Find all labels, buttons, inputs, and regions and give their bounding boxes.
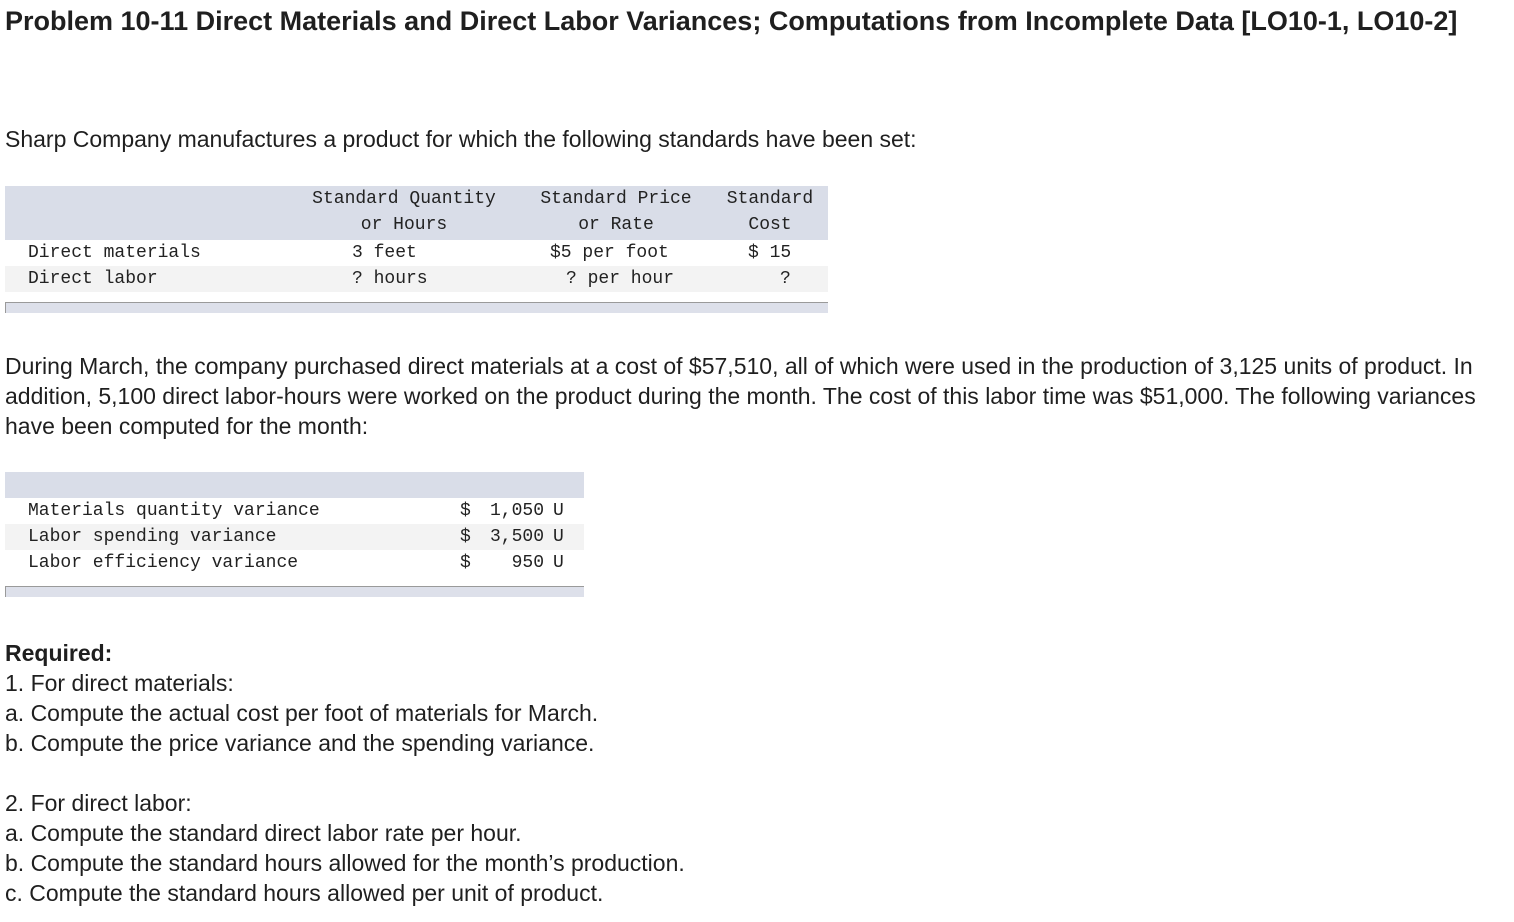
part1-title: 1. For direct materials: xyxy=(5,670,234,696)
header-cost-line1: Standard xyxy=(726,189,814,209)
table-row xyxy=(5,550,584,576)
header-price-line2: or Rate xyxy=(578,215,654,235)
part1-item-a: a. Compute the actual cost per foot of materials for March. xyxy=(5,700,599,726)
table-footer xyxy=(5,586,584,597)
row-label: Direct labor xyxy=(28,269,158,289)
required-section xyxy=(5,638,685,908)
header-quantity-line1: Standard Quantity xyxy=(312,189,496,209)
variance-table-header xyxy=(5,472,584,498)
variance-label: Materials quantity variance xyxy=(28,501,320,521)
variance-flag: U xyxy=(553,527,564,547)
header-cost-line2: Cost xyxy=(748,215,792,235)
row-quantity: ? hours xyxy=(352,269,428,289)
page-title: Problem 10-11 Direct Materials and Direct Labor Variances; Computations from Incomplete Data [LO10-1, LO10-2] xyxy=(5,6,1458,36)
variance-currency: $ xyxy=(460,501,471,521)
variance-flag: U xyxy=(553,553,564,573)
part2-item-c: c. Compute the standard hours allowed per unit of product. xyxy=(5,880,604,906)
variance-table xyxy=(5,472,584,597)
part2-title: 2. For direct labor: xyxy=(5,790,192,816)
row-cost: ? xyxy=(780,269,791,289)
variance-currency: $ xyxy=(460,553,471,573)
variance-flag: U xyxy=(553,501,564,521)
required-heading: Required: xyxy=(5,640,113,666)
row-price: $5 per foot xyxy=(550,243,669,263)
table-row xyxy=(5,266,828,292)
standards-table xyxy=(5,186,828,313)
row-quantity: 3 feet xyxy=(352,243,417,263)
variance-currency: $ xyxy=(460,527,471,547)
variance-label: Labor spending variance xyxy=(28,527,277,547)
part2-item-b: b. Compute the standard hours allowed for the month’s production. xyxy=(5,850,685,876)
section-gap xyxy=(5,758,685,788)
variance-label: Labor efficiency variance xyxy=(28,553,299,573)
table-footer xyxy=(5,302,828,313)
variance-amount: 950 xyxy=(511,553,544,573)
problem-page xyxy=(5,4,1505,906)
row-label: Direct materials xyxy=(28,243,201,263)
intro-text: Sharp Company manufactures a product for which the following standards have been set: xyxy=(5,126,917,152)
row-cost: $ 15 xyxy=(748,243,792,263)
part2-item-a: a. Compute the standard direct labor rate per hour. xyxy=(5,820,522,846)
table-row xyxy=(5,524,584,550)
header-price-line1: Standard Price xyxy=(540,189,692,209)
table-row xyxy=(5,498,584,524)
part1-item-b: b. Compute the price variance and the spending variance. xyxy=(5,730,595,756)
variance-amount: 3,500 xyxy=(489,527,544,547)
header-quantity-line2: or Hours xyxy=(360,215,448,235)
table-row xyxy=(5,240,828,266)
row-price: ? per hour xyxy=(566,269,675,289)
variance-amount: 1,050 xyxy=(489,501,544,521)
standards-table-header xyxy=(5,186,828,240)
march-paragraph: During March, the company purchased direct materials at a cost of $57,510, all of which were used in the production of 3,125 units of product. In addition, 5,100 direct labor-hours were worked on the product during the month. The cost of this labor time was $51,000. The following variances have been computed for the month: xyxy=(5,353,1476,439)
